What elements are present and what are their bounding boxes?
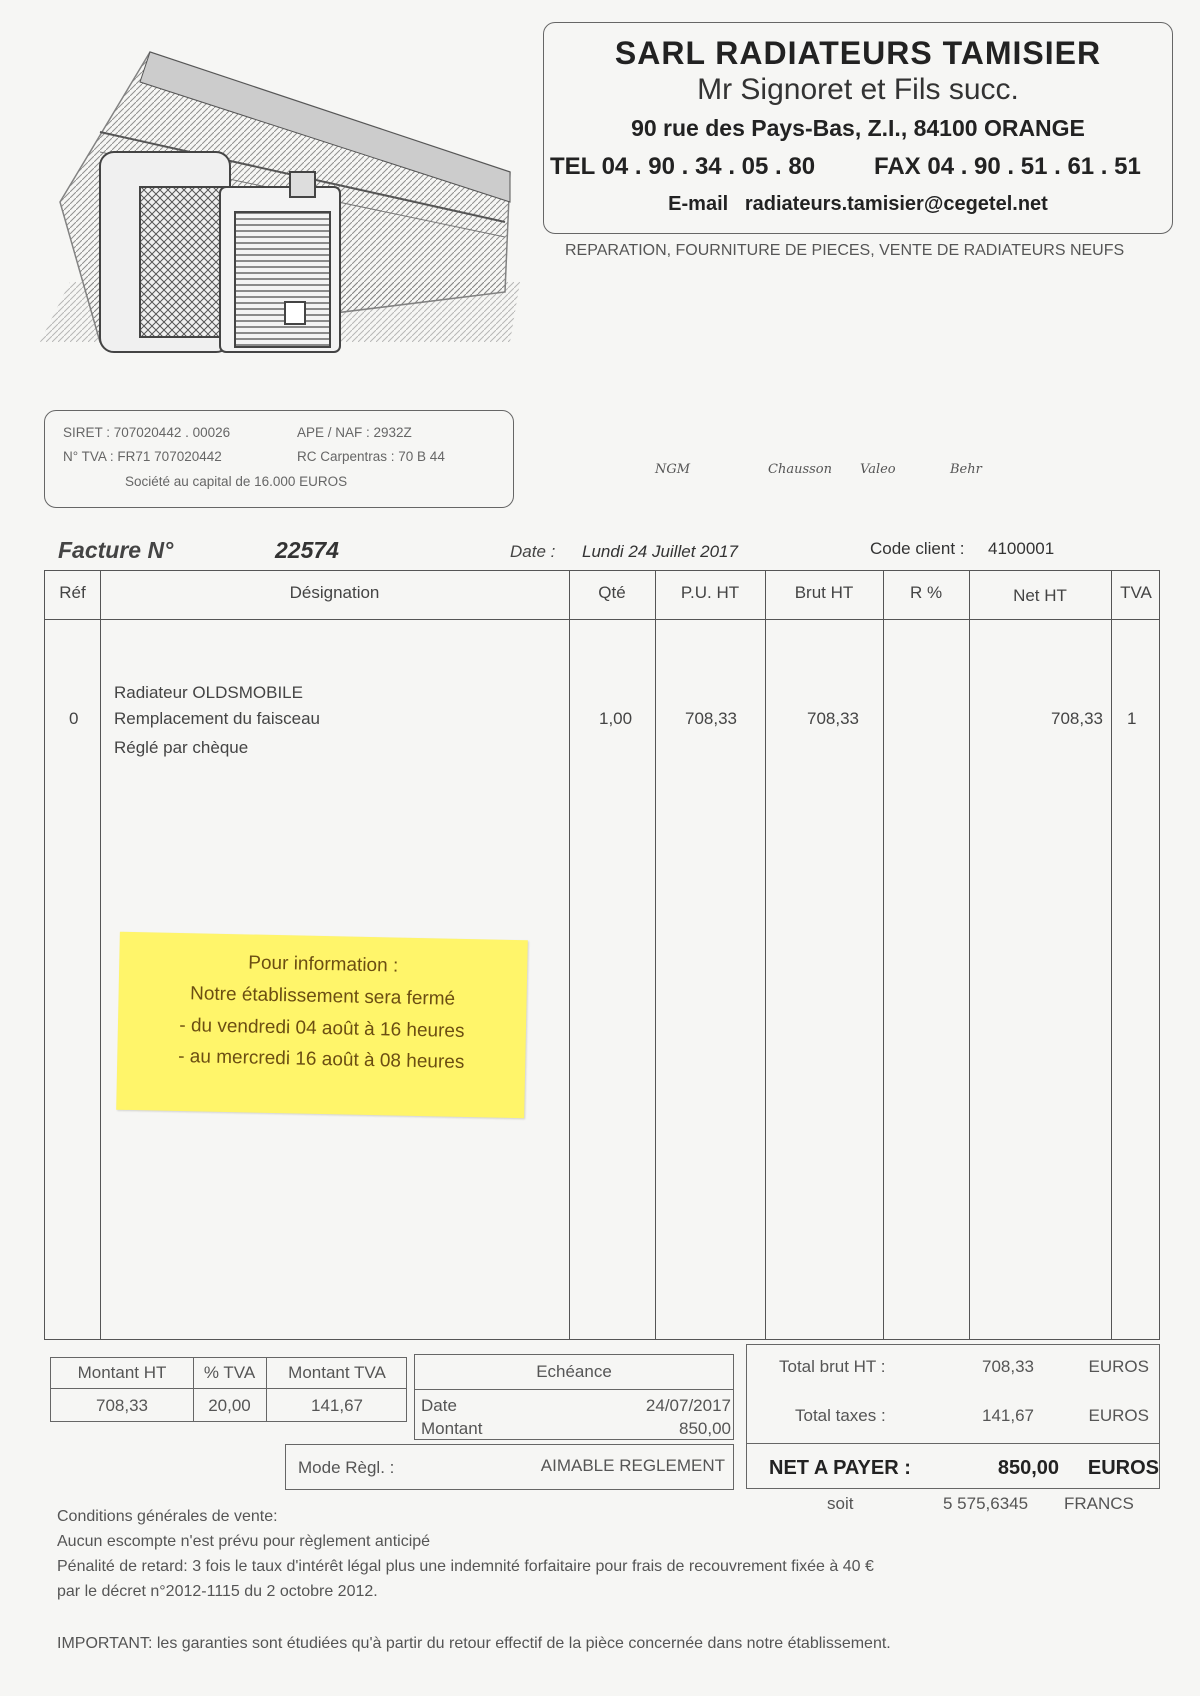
company-fax: FAX 04 . 90 . 51 . 61 . 51 bbox=[874, 153, 1141, 180]
company-phone: TEL 04 . 90 . 34 . 05 . 80 bbox=[550, 153, 816, 180]
condition-line: Conditions générales de vente: bbox=[57, 1508, 278, 1525]
row-vat-code: 1 bbox=[1127, 709, 1137, 728]
company-address: 90 rue des Pays-Bas, Z.I., 84100 ORANGE bbox=[631, 115, 1085, 141]
column-header-gross: Brut HT bbox=[794, 583, 854, 602]
row-unit-price: 708,33 bbox=[685, 709, 737, 728]
due-date: 24/07/2017 bbox=[645, 1396, 731, 1415]
condition-line: par le décret n°2012-1115 du 2 octobre 2012. bbox=[57, 1583, 378, 1600]
company-successor: Mr Signoret et Fils succ. bbox=[697, 73, 1019, 106]
brand-mark: Valeo bbox=[860, 462, 896, 477]
total-taxes-label: Total taxes : bbox=[795, 1406, 886, 1425]
invoice-date: Lundi 24 Juillet 2017 bbox=[582, 542, 738, 561]
brand-mark: NGM bbox=[655, 462, 691, 477]
row-net: 708,33 bbox=[1051, 709, 1103, 728]
payment-mode: AIMABLE REGLEMENT bbox=[540, 1456, 725, 1475]
email-address: radiateurs.tamisier@cegetel.net bbox=[744, 193, 1048, 215]
vat-header-rate: % TVA bbox=[203, 1363, 256, 1382]
net-currency: EUROS bbox=[1087, 1457, 1159, 1479]
vat-value-amount: 141,67 bbox=[311, 1396, 363, 1415]
francs-soit-label: soit bbox=[827, 1494, 854, 1513]
note-line: - au mercredi 16 août à 08 heures bbox=[177, 1045, 465, 1073]
note-line: - du vendredi 04 août à 16 heures bbox=[179, 1015, 465, 1042]
payment-mode-label: Mode Règl. : bbox=[298, 1458, 395, 1477]
vat-header-ht: Montant HT bbox=[77, 1363, 167, 1382]
note-line: Pour information : bbox=[248, 952, 399, 977]
totals-box bbox=[746, 1344, 1160, 1489]
brand-mark: Behr bbox=[950, 462, 982, 477]
row-qty: 1,00 bbox=[599, 709, 633, 728]
payment-mode-box bbox=[285, 1444, 734, 1490]
vat-number: N° TVA : FR71 707020442 bbox=[63, 449, 222, 464]
warranty-notice: IMPORTANT: les garanties sont étudiées qu'à partir du retour effectif de la pièce concernée dans notre établissement. bbox=[57, 1635, 891, 1652]
vat-header-amount: Montant TVA bbox=[288, 1363, 386, 1382]
sticky-note bbox=[116, 932, 528, 1119]
currency: EUROS bbox=[1088, 1406, 1149, 1425]
vat-value-ht: 708,33 bbox=[96, 1396, 148, 1415]
company-email-line bbox=[544, 193, 1172, 216]
net-to-pay-label: NET A PAYER : bbox=[769, 1457, 911, 1479]
company-header bbox=[543, 22, 1173, 234]
column-header-unit-price: P.U. HT bbox=[680, 583, 740, 602]
row-designation-line: Radiateur OLDSMOBILE bbox=[114, 683, 303, 702]
row-designation-line: Remplacement du faisceau bbox=[114, 709, 321, 728]
condition-line: Aucun escompte n'est prévu pour règlement anticipé bbox=[57, 1533, 431, 1550]
share-capital: Société au capital de 16.000 EUROS bbox=[125, 474, 348, 489]
legal-info-box bbox=[44, 410, 514, 508]
francs-label: FRANCS bbox=[1064, 1494, 1134, 1513]
row-gross: 708,33 bbox=[807, 709, 859, 728]
vat-summary-table bbox=[50, 1357, 407, 1422]
column-header-vat: TVA bbox=[1120, 583, 1152, 602]
total-gross: 708,33 bbox=[982, 1357, 1034, 1376]
column-header-designation: Désignation bbox=[289, 583, 380, 602]
due-title: Echéance bbox=[536, 1362, 612, 1381]
condition-line: Pénalité de retard: 3 fois le taux d'intérêt légal plus une indemnité forfaitaire pour frais de recouvrement fixée à 40 € bbox=[57, 1558, 874, 1575]
email-label: E-mail bbox=[668, 193, 729, 215]
due-date-label: Date bbox=[421, 1396, 457, 1415]
rc-number: RC Carpentras : 70 B 44 bbox=[297, 449, 445, 464]
column-header-net: Net HT bbox=[1013, 586, 1067, 605]
brand-mark: Chausson bbox=[768, 462, 832, 477]
note-line: Notre établissement sera fermé bbox=[189, 983, 456, 1010]
due-amount: 850,00 bbox=[679, 1419, 731, 1438]
invoice-number: 22574 bbox=[275, 537, 339, 563]
company-activity: REPARATION, FOURNITURE DE PIECES, VENTE DE RADIATEURS NEUFS bbox=[565, 242, 1125, 259]
company-name: SARL RADIATEURS TAMISIER bbox=[614, 35, 1102, 71]
client-code: 4100001 bbox=[988, 539, 1055, 558]
net-to-pay: 850,00 bbox=[997, 1457, 1059, 1479]
siret: SIRET : 707020442 . 00026 bbox=[63, 425, 231, 440]
vat-value-rate: 20,00 bbox=[208, 1396, 251, 1415]
francs-amount: 5 575,6345 bbox=[943, 1494, 1029, 1513]
total-taxes: 141,67 bbox=[982, 1406, 1034, 1425]
column-header-qty: Qté bbox=[598, 583, 626, 602]
due-amount-label: Montant bbox=[421, 1419, 483, 1438]
column-header-ref: Réf bbox=[59, 583, 86, 602]
total-gross-label: Total brut HT : bbox=[779, 1357, 886, 1376]
company-logo bbox=[40, 42, 530, 392]
due-date-box bbox=[414, 1354, 734, 1440]
invoice-label: Facture N° bbox=[58, 537, 174, 563]
column-header-discount: R % bbox=[909, 583, 943, 602]
date-label: Date : bbox=[510, 542, 556, 561]
ape-code: APE / NAF : 2932Z bbox=[297, 425, 412, 440]
currency: EUROS bbox=[1088, 1357, 1149, 1376]
client-code-label: Code client : bbox=[870, 539, 965, 558]
row-ref: 0 bbox=[69, 709, 79, 728]
row-designation-line: Réglé par chèque bbox=[114, 738, 249, 757]
